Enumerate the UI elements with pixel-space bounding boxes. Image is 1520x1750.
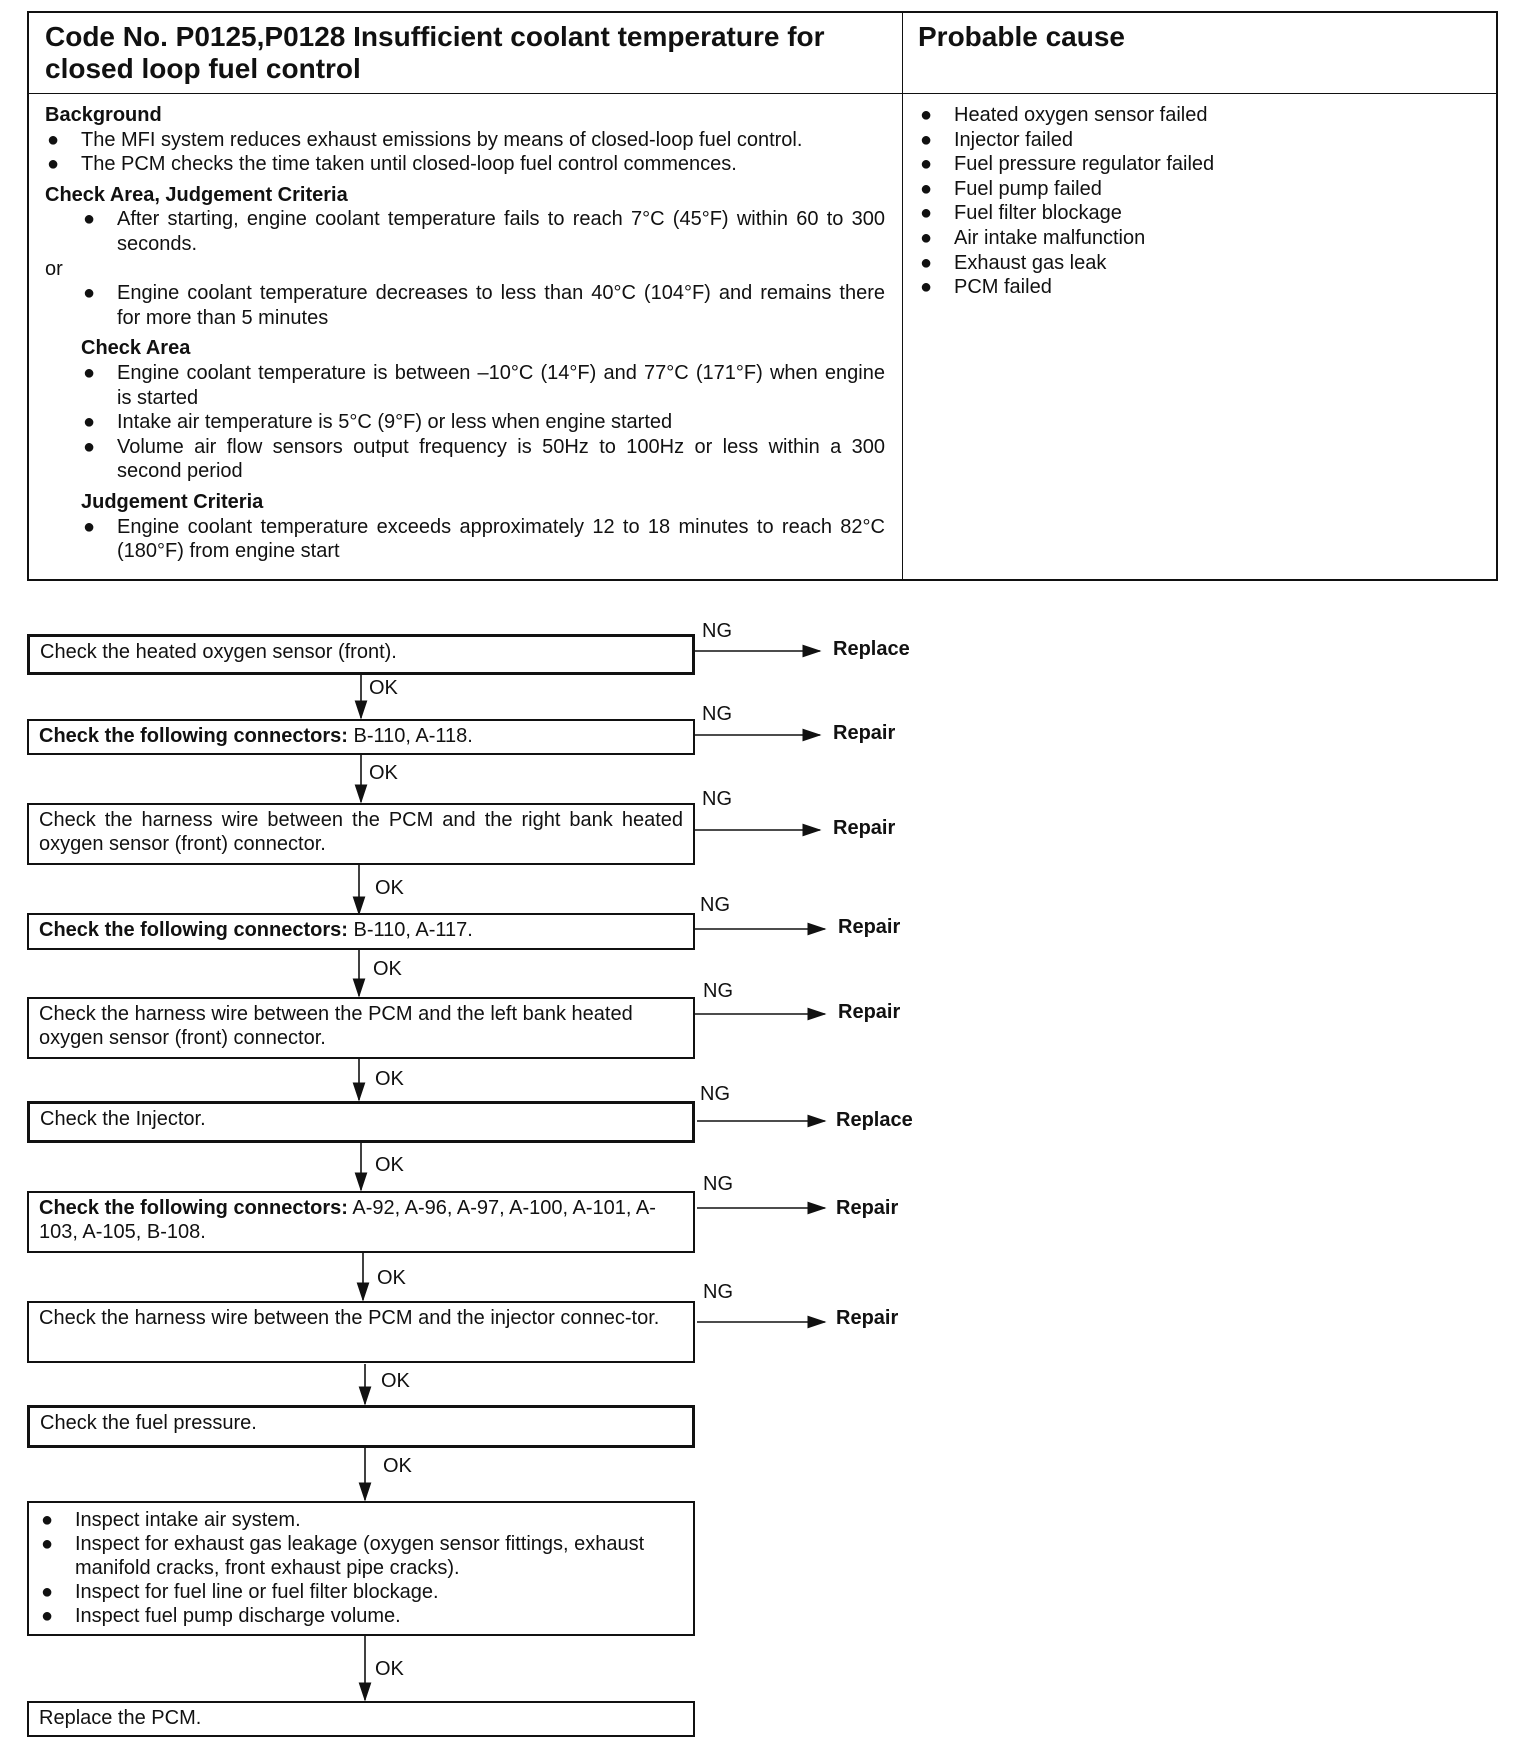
step-inspection-list: [27, 1501, 695, 1636]
ok-label: OK: [375, 1658, 404, 1680]
action-replace: Replace: [833, 638, 910, 660]
step-check-injector-connectors: Check the following connectors: A-92, A-96, A-97, A-100, A-101, A-103, A-105, B-108.: [27, 1191, 695, 1253]
bullet-icon: ●: [47, 153, 60, 176]
list-item: ● Air intake malfunction: [920, 226, 1146, 249]
bullet-icon: ●: [920, 276, 933, 299]
list-item: ● Fuel pressure regulator failed: [920, 153, 1215, 176]
bullet-icon: ●: [83, 411, 96, 434]
bullet-icon: ●: [920, 226, 933, 249]
bullet-icon: ●: [920, 251, 933, 274]
ng-label: NG: [702, 620, 732, 642]
step-check-harness-right-bank: Check the harness wire between the PCM and the right bank heated oxygen sensor (front) connector.: [27, 803, 695, 865]
list-item: ● Inspect fuel pump discharge volume.: [41, 1605, 401, 1627]
judgement-heading: Judgement Criteria: [81, 490, 264, 513]
or-label: or: [45, 257, 63, 280]
ng-label: NG: [703, 980, 733, 1002]
list-item: ● Inspect intake air system.: [41, 1509, 301, 1531]
list-item: ● Injector failed: [920, 128, 1073, 151]
action-repair: Repair: [836, 1307, 899, 1329]
list-item: ● After starting, engine coolant temperature fails to reach 7°C (45°F) within 60 to 300 seconds.: [83, 208, 885, 255]
bullet-icon: ●: [41, 1605, 54, 1627]
ok-label: OK: [375, 1068, 404, 1090]
bullet-icon: ●: [83, 208, 96, 231]
list-item: ● Engine coolant temperature decreases to less than 40°C (104°F) and remains there for more than 5 minutes: [83, 282, 885, 329]
step-check-harness-injector: Check the harness wire between the PCM and the injector connec-tor.: [27, 1301, 695, 1363]
bullet-icon: ●: [41, 1509, 54, 1531]
code-title: Code No. P0125,P0128 Insufficient coolant temperature for closed loop fuel control: [45, 21, 825, 84]
bullet-icon: ●: [83, 282, 96, 305]
list-item: ● Intake air temperature is 5°C (9°F) or less when engine started: [83, 411, 673, 434]
step-check-harness-left-bank: Check the harness wire between the PCM and the left bank heated oxygen sensor (front) connector.: [27, 997, 695, 1059]
action-replace: Replace: [836, 1109, 913, 1131]
step-check-heated-oxygen-sensor: Check the heated oxygen sensor (front).: [27, 634, 695, 675]
check-judgement-heading: Check Area, Judgement Criteria: [45, 183, 348, 206]
bullet-icon: ●: [920, 153, 933, 176]
bullet-icon: ●: [41, 1533, 54, 1555]
list-item: ● Engine coolant temperature exceeds approximately 12 to 18 minutes to reach 82°C (180°F) from engine start: [83, 515, 885, 563]
list-item: ● The PCM checks the time taken until closed-loop fuel control commences.: [47, 153, 737, 176]
background-heading: Background: [45, 104, 162, 126]
list-item: ● PCM failed: [920, 276, 1052, 299]
step-check-injector: Check the Injector.: [27, 1101, 695, 1143]
list-item: ● Fuel pump failed: [920, 177, 1102, 200]
ok-label: OK: [369, 677, 398, 699]
check-area-heading: Check Area: [81, 337, 191, 360]
step-check-fuel-pressure: Check the fuel pressure.: [27, 1405, 695, 1448]
list-item: ● Fuel filter blockage: [920, 202, 1122, 225]
action-repair: Repair: [833, 722, 896, 744]
ok-label: OK: [369, 762, 398, 784]
bullet-icon: ●: [83, 435, 96, 458]
bullet-icon: ●: [920, 104, 933, 126]
ok-label: OK: [377, 1267, 406, 1289]
ok-label: OK: [375, 1154, 404, 1176]
ok-label: OK: [381, 1370, 410, 1392]
ok-label: OK: [373, 958, 402, 980]
probable-cause-heading: Probable cause: [918, 21, 1125, 52]
list-item: ● Heated oxygen sensor failed: [920, 104, 1208, 126]
list-item: ● Exhaust gas leak: [920, 251, 1107, 274]
bullet-icon: ●: [920, 177, 933, 200]
bullet-icon: ●: [47, 128, 60, 151]
list-item: ● Volume air flow sensors output frequency is 50Hz to 100Hz or less within a 300 second period: [83, 435, 885, 483]
ng-label: NG: [702, 703, 732, 725]
ng-label: NG: [703, 1281, 733, 1303]
action-repair: Repair: [836, 1197, 899, 1219]
ok-label: OK: [383, 1455, 412, 1477]
step-check-connectors-b110-a118: Check the following connectors: B-110, A-118.: [27, 719, 695, 755]
bullet-icon: ●: [83, 515, 96, 538]
bullet-icon: ●: [41, 1581, 54, 1603]
bullet-icon: ●: [920, 202, 933, 225]
bullet-icon: ●: [83, 361, 96, 384]
ng-label: NG: [703, 1173, 733, 1195]
ng-label: NG: [700, 1083, 730, 1105]
list-item: ● Inspect for fuel line or fuel filter blockage.: [41, 1581, 439, 1603]
ok-label: OK: [375, 877, 404, 899]
ng-label: NG: [700, 894, 730, 916]
step-replace-pcm: Replace the PCM.: [27, 1701, 695, 1737]
action-repair: Repair: [838, 916, 901, 938]
bullet-icon: ●: [920, 128, 933, 151]
action-repair: Repair: [833, 817, 896, 839]
list-item: ● Engine coolant temperature is between –10°C (14°F) and 77°C (171°F) when engine is started: [83, 361, 885, 409]
list-item: ● Inspect for exhaust gas leakage (oxygen sensor fittings, exhaust manifold cracks, front exhaust pipe cracks).: [41, 1533, 645, 1579]
list-item: ● The MFI system reduces exhaust emissions by means of closed-loop fuel control.: [47, 128, 803, 151]
action-repair: Repair: [838, 1001, 901, 1023]
step-check-connectors-b110-a117: Check the following connectors: B-110, A-117.: [27, 913, 695, 950]
ng-label: NG: [702, 788, 732, 810]
